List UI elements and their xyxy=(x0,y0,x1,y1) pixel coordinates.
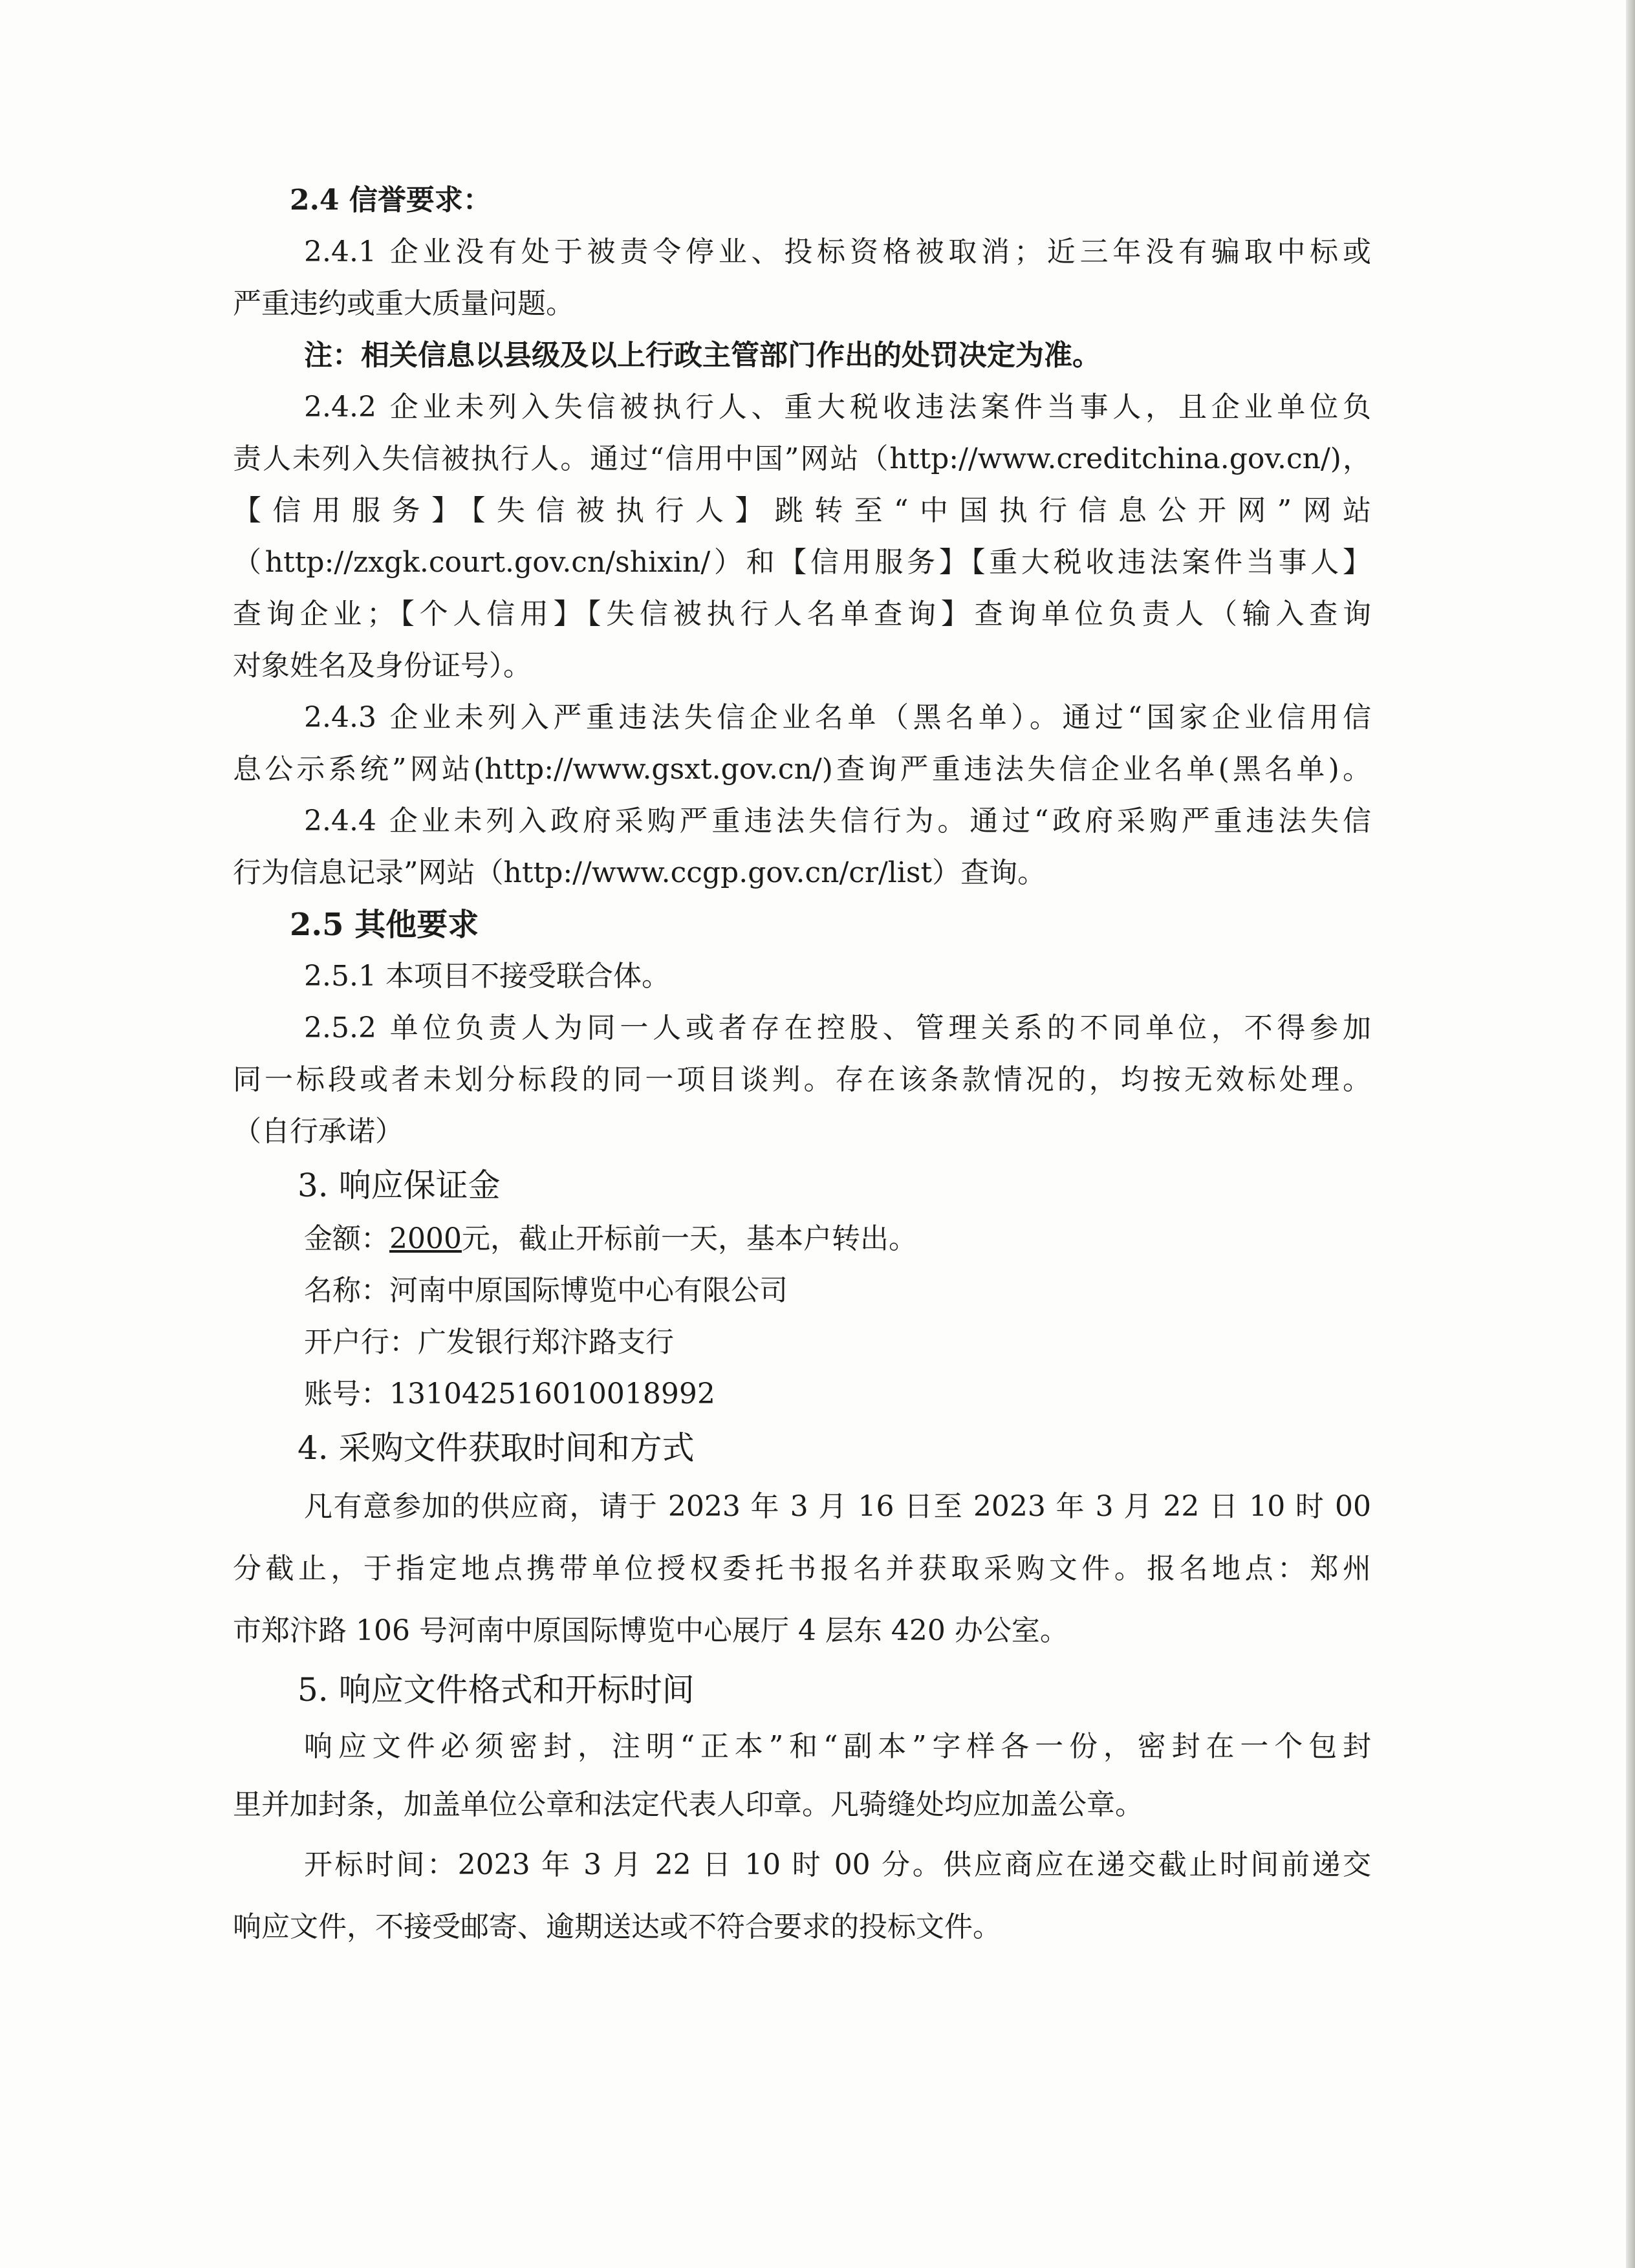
paragraph-line: 同一标段或者未划分标段的同一项目谈判。存在该条款情况的，均按无效标处理。 xyxy=(233,1063,1371,1096)
section-heading: 2.5 其他要求 xyxy=(290,907,479,943)
paragraph-line: 分截止，于指定地点携带单位授权委托书报名并获取采购文件。报名地点：郑州 xyxy=(233,1552,1371,1585)
paragraph-line: 2.5.2 单位负责人为同一人或者存在控股、管理关系的不同单位，不得参加 xyxy=(304,1011,1371,1044)
scan-edge-shadow xyxy=(1626,0,1635,2268)
amount-line xyxy=(233,1213,1371,1265)
section-2-5 xyxy=(233,899,1371,1158)
paragraph-line: 开标时间：2023 年 3 月 22 日 10 时 00 分。供应商应在递交截止时间前递交 xyxy=(304,1848,1371,1881)
section-heading: 2.4 信誉要求： xyxy=(290,184,492,217)
paragraph-line: （自行承诺） xyxy=(233,1115,404,1148)
section-heading: 4. 采购文件获取时间和方式 xyxy=(298,1429,695,1467)
section-heading: 5. 响应文件格式和开标时间 xyxy=(298,1671,695,1709)
paragraph-line: 2.4.1 企业没有处于被责令停业、投标资格被取消；近三年没有骗取中标或 xyxy=(304,235,1371,268)
paragraph-line: 严重违约或重大质量问题。 xyxy=(233,287,574,320)
document-page xyxy=(233,175,1371,1958)
paragraph-line: 响应文件必须密封，注明“正本”和“副本”字样各一份，密封在一个包封 xyxy=(304,1730,1371,1763)
account-number-line: 账号：131042516010018992 xyxy=(304,1377,715,1410)
amount-label: 金额： xyxy=(304,1222,389,1255)
paragraph-line: 里并加封条，加盖单位公章和法定代表人印章。凡骑缝处均应加盖公章。 xyxy=(233,1788,1143,1821)
account-name-line: 名称：河南中原国际博览中心有限公司 xyxy=(304,1274,788,1307)
section-3 xyxy=(233,1158,1371,1420)
paragraph-line: 【信用服务】【失信被执行人】跳转至“中国执行信息公开网”网站 xyxy=(233,494,1371,527)
section-4 xyxy=(233,1420,1371,1662)
section-2-4 xyxy=(233,175,1371,899)
section-heading: 3. 响应保证金 xyxy=(298,1167,501,1204)
amount-value: 2000 xyxy=(389,1222,462,1255)
bank-line: 开户行：广发银行郑汴路支行 xyxy=(304,1326,674,1359)
paragraph-line: 市郑汴路 106 号河南中原国际博览中心展厅 4 层东 420 办公室。 xyxy=(233,1614,1068,1647)
paragraph-line: 责人未列入失信被执行人。通过“信用中国”网站（http://www.creditchina.gov.cn/)， xyxy=(233,442,1371,475)
paragraph-line: 响应文件，不接受邮寄、逾期送达或不符合要求的投标文件。 xyxy=(233,1910,1001,1943)
section-5 xyxy=(233,1662,1371,1958)
paragraph-line: 2.5.1 本项目不接受联合体。 xyxy=(304,960,670,993)
paragraph-line: 2.4.2 企业未列入失信被执行人、重大税收违法案件当事人，且企业单位负 xyxy=(304,391,1371,424)
paragraph-line: （http://zxgk.court.gov.cn/shixin/）和【信用服务】【重大税收违法案件当事人】 xyxy=(233,546,1371,579)
note-line: 注：相关信息以县级及以上行政主管部门作出的处罚决定为准。 xyxy=(304,339,1101,372)
paragraph-line: 凡有意参加的供应商，请于 2023 年 3 月 16 日至 2023 年 3 月 22 日 10 时 00 xyxy=(304,1490,1372,1523)
paragraph-line: 2.4.3 企业未列入严重违法失信企业名单（黑名单）。通过“国家企业信用信 xyxy=(304,701,1371,734)
amount-rest: 元，截止开标前一天，基本户转出。 xyxy=(461,1222,917,1255)
paragraph-line: 息公示系统”网站(http://www.gsxt.gov.cn/)查询严重违法失信企业名单(黑名单)。 xyxy=(233,753,1371,786)
paragraph-line: 对象姓名及身份证号）。 xyxy=(233,649,532,682)
paragraph-line: 行为信息记录”网站（http://www.ccgp.gov.cn/cr/list）查询。 xyxy=(233,856,1046,889)
paragraph-line: 2.4.4 企业未列入政府采购严重违法失信行为。通过“政府采购严重违法失信 xyxy=(304,805,1371,837)
paragraph-line: 查询企业；【个人信用】【失信被执行人名单查询】查询单位负责人（输入查询 xyxy=(233,598,1371,631)
